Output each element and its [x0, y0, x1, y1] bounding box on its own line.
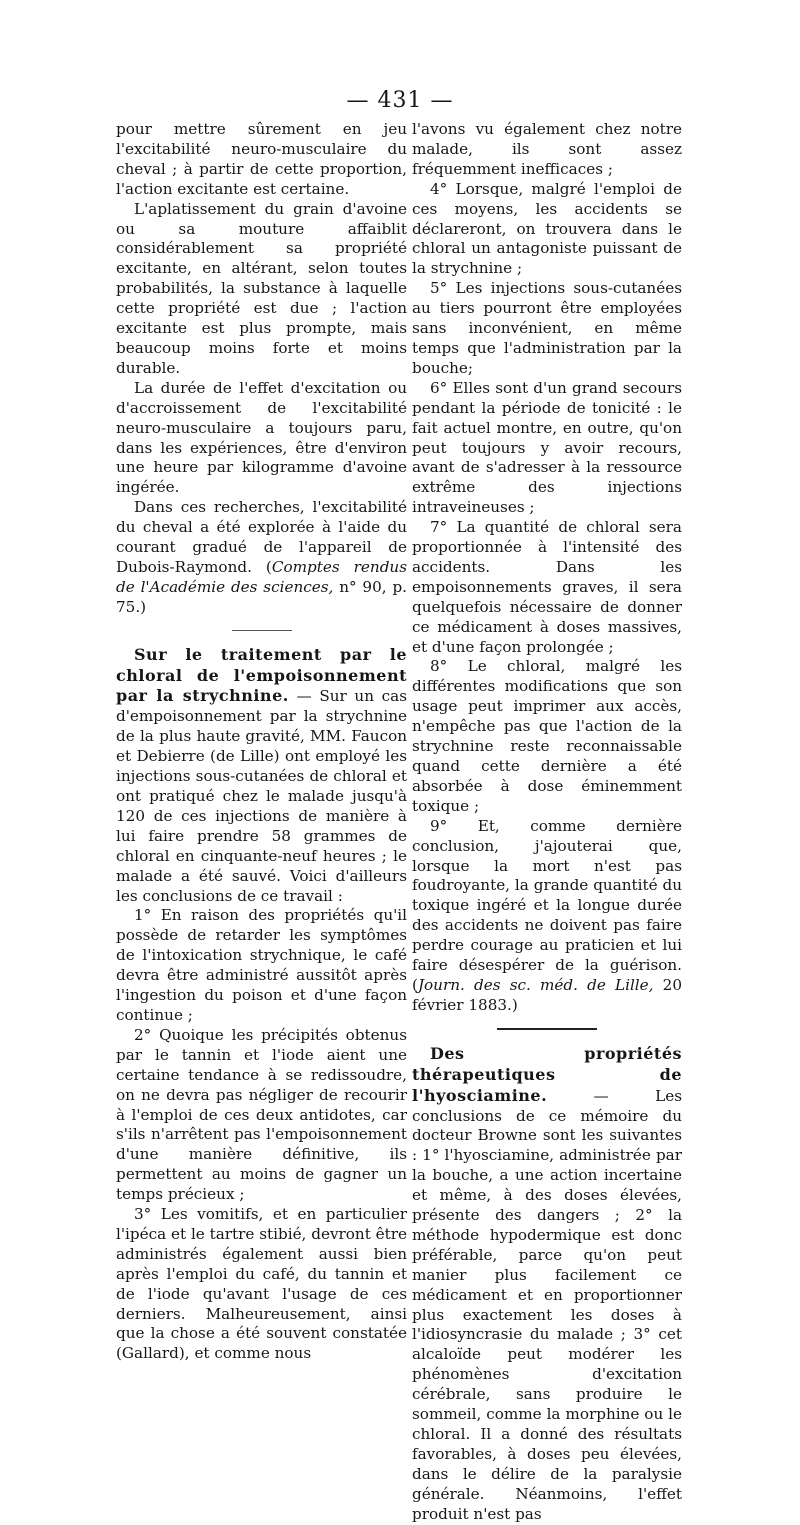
- conclusion-item: 7° La quantité de chloral sera proportionnée à l'intensité des accidents. Dans les empoisonnements graves, il sera quelquefois nécessaire de donner ce médicament à doses massives, et d'une façon prolongée ;: [412, 518, 682, 656]
- citation-end: n° 90, p. 75.): [116, 577, 407, 616]
- conclusion-item: 1° En raison des propriétés qu'il possède de retarder les symptômes de l'intoxication strychnique, le café devra être administré aussitôt après l'ingestion du poison et d'une façon continue ;: [116, 906, 407, 1024]
- conclusion-item: 5° Les injections sous-cutanées au tiers pourront être employées sans inconvénient, en même temps que l'administration par la bouche;: [412, 279, 682, 377]
- paragraph-continuation: l'avons vu également chez notre malade, ils sont assez fréquemment inefficaces ;: [412, 120, 682, 178]
- paragraph: [116, 498, 407, 617]
- section-heading: Sur le traitement par le chloral de l'empoisonnement par la strychnine.: [116, 644, 407, 706]
- section-paragraph: [412, 1044, 682, 1525]
- paragraph: La durée de l'effet d'excitation ou d'accroissement de l'excitabilité neuro-musculaire a toujours paru, dans les expériences, être d'environ une heure par kilogramme d'avoine ingérée.: [116, 378, 407, 497]
- right-column: [412, 120, 682, 1525]
- conclusion-item: 3° Les vomitifs, et en particulier l'ipéca et le tartre stibié, devront être administrés également aussi bien après l'emploi du café, du tannin et de l'iode qu'avant l'usage de ces derniers. Malheureusement, ainsi que la chose a été souvent constatée (Gallard), et comme nous: [116, 1205, 407, 1363]
- citation-end: 20 février 1883.): [412, 975, 682, 1014]
- section-paragraph: [116, 645, 407, 907]
- paragraph: L'aplatissement du grain d'avoine ou sa mouture affaiblit considérablement sa propriété excitante, en altérant, selon toutes probabilités, la substance à laquelle cette propriété est due ; l'action excitante est plus prompte, mais beaucoup moins forte et moins durable.: [116, 199, 407, 377]
- page-number: — 431 —: [346, 88, 454, 113]
- paragraph-text: 9° Et, comme dernière conclusion, j'ajouterai que, lorsque la mort n'est pas foudroyante, la grande quantité du toxique ingéré et la longue durée des accidents ne doivent pas faire perdre courage au praticien et lui faire désespérer de la guérison. (: [412, 816, 682, 994]
- section-intro: — Sur un cas d'empoisonnement par la strychnine de la plus haute gravité, MM. Faucon et Debierre (de Lille) ont employé les injections sous-cutanées de chloral et ont pratiqué chez le malade jusqu'à 120 de ces injections de manière à lui faire prendre 58 grammes de chloral en cinquante-neuf heures ; le malade a été sauvé. Voici d'ailleurs les conclusions de ce travail :: [116, 687, 407, 905]
- left-column: [116, 120, 407, 1364]
- citation: Comptes rendus de l'Académie des sciences,: [116, 557, 407, 596]
- citation: Journ. des sc. méd. de Lille,: [417, 975, 654, 994]
- conclusion-item: 6° Elles sont d'un grand secours pendant la période de tonicité : le fait actuel montre, en outre, qu'on peut toujours y avoir recours, avant de s'adresser à la ressource extrême des injections intraveineuses ;: [412, 378, 682, 517]
- conclusion-item: 2° Quoique les précipités obtenus par le tannin et l'iode aient une certaine tendance à se redissoudre, on ne devra pas négliger de recourir à l'emploi de ces deux antidotes, car s'ils n'arrêtent pas l'empoisonnement d'une manière définitive, ils permettent au moins de gagner un temps précieux ;: [116, 1025, 407, 1204]
- section-text: — Les conclusions de ce mémoire du docteur Browne sont les suivantes : 1° l'hyosciamine, administrée par la bouche, a une action incertaine et même, à des doses élevées, présente des dangers ; 2° la méthode hypodermique est donc préférable, parce qu'on peut manier plus facilement ce médicament et en proportionner plus exactement les doses à l'idiosyncrasie du malade ; 3° cet alcaloïde peut modérer les phénomènes d'excitation cérébrale, sans produire le sommeil, comme la morphine ou le chloral. Il a donné des résultats favorables, à doses peu élevées, dans le délire de la paralysie générale. Néanmoins, l'effet produit n'est pas: [412, 1086, 682, 1523]
- section-divider: [232, 630, 292, 631]
- conclusion-item: 4° Lorsque, malgré l'emploi de ces moyens, les accidents se déclareront, on trouvera dans le chloral un antagoniste puissant de la strychnine ;: [412, 179, 682, 278]
- section-heading: Des propriétés thérapeutiques de l'hyosciamine.: [412, 1043, 682, 1105]
- conclusion-item: 8° Le chloral, malgré les différentes modifications que son usage peut imprimer aux accès, n'empêche pas que l'action de la strychnine reste reconnaissable quand cette dernière a été absorbée à dose éminemment toxique ;: [412, 657, 682, 815]
- section-divider: [497, 1028, 597, 1030]
- paragraph: pour mettre sûrement en jeu l'excitabilité neuro-musculaire du cheval ; à partir de cette proportion, l'action excitante est certaine.: [116, 120, 407, 198]
- conclusion-item: [412, 817, 682, 1016]
- paragraph-text: Dans ces recherches, l'excitabilité du cheval a été explorée à l'aide du courant gradué de l'appareil de Dubois-Raymond. (: [116, 498, 407, 576]
